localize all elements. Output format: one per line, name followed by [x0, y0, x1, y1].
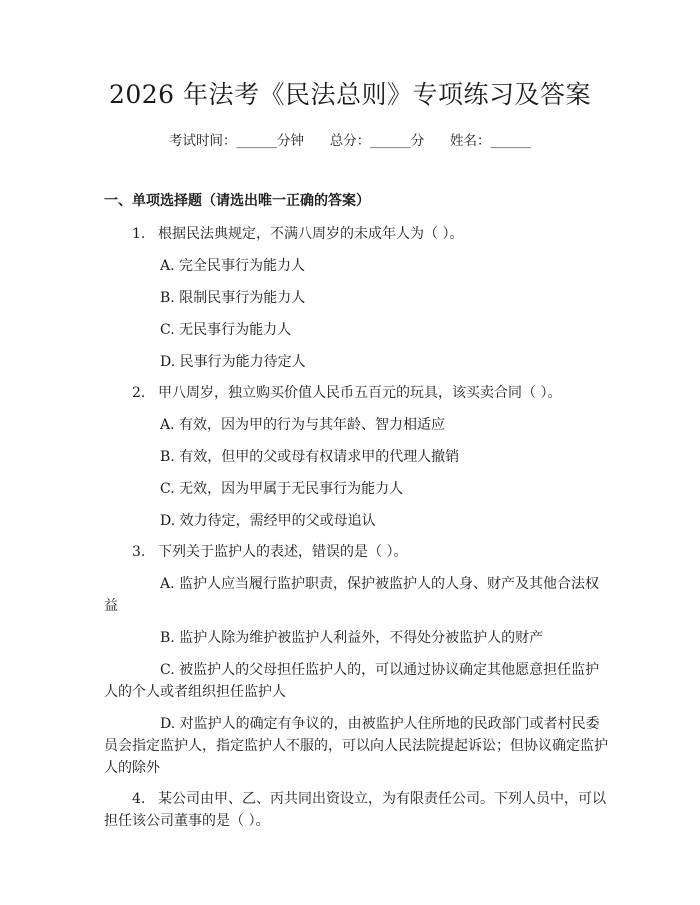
q2-option-d: D. 效力待定，需经甲的父或母追认: [160, 513, 376, 529]
q1-option-b: B. 限制民事行为能力人: [160, 290, 306, 306]
question-4-line-2: 担任该公司董事的是（ ）。: [104, 813, 270, 829]
q3-option-c-line-2: 人的个人或者组织担任监护人: [104, 684, 286, 700]
question-text: 甲八周岁，独立购买价值人民币五百元的玩具，该买卖合同（ ）。: [158, 385, 562, 401]
question-number: 1.: [132, 226, 146, 242]
question-number: 4.: [132, 791, 146, 807]
question-text: 根据民法典规定，不满八周岁的未成年人为（ ）。: [158, 226, 464, 242]
question-text-line-1: 某公司由甲、乙、丙共同出资设立，为有限责任公司。下列人员中，可以: [158, 791, 606, 807]
question-3: [132, 542, 407, 562]
q2-option-c: C. 无效，因为甲属于无民事行为能力人: [160, 481, 404, 497]
question-2: [132, 383, 561, 403]
exam-meta-line: 考试时间：______分钟 总分：______分 姓名：______: [169, 133, 531, 149]
question-4: [132, 789, 606, 809]
q2-option-a: A. 有效，因为甲的行为与其年龄、智力相适应: [160, 417, 446, 433]
q3-option-d-line-1: D. 对监护人的确定有争议的，由被监护人住所地的民政部门或者村民委: [160, 716, 600, 732]
q1-option-d: D. 民事行为能力待定人: [160, 354, 306, 370]
section-title: 一、单项选择题（请选出唯一正确的答案）: [104, 193, 370, 209]
q3-option-a-line-2: 益: [104, 598, 118, 614]
question-text: 下列关于监护人的表述，错误的是（ ）。: [158, 544, 408, 560]
q3-option-b: B. 监护人除为维护被监护人利益外，不得处分被监护人的财产: [160, 630, 544, 646]
q3-option-c-line-1: C. 被监护人的父母担任监护人的，可以通过协议确定其他愿意担任监护: [160, 662, 600, 678]
q3-option-d-line-3: 人的除外: [104, 760, 160, 776]
q1-option-c: C. 无民事行为能力人: [160, 322, 292, 338]
q3-option-d-line-2: 员会指定监护人，指定监护人不服的，可以向人民法院提起诉讼；但协议确定监护: [104, 738, 608, 754]
question-number: 2.: [132, 385, 146, 401]
q1-option-a: A. 完全民事行为能力人: [160, 258, 306, 274]
q3-option-a-line-1: A. 监护人应当履行监护职责，保护被监护人的人身、财产及其他合法权: [160, 576, 600, 592]
question-number: 3.: [132, 544, 146, 560]
question-1: [132, 224, 463, 244]
doc-title: 2026 年法考《民法总则》专项练习及答案: [108, 80, 592, 109]
q2-option-b: B. 有效，但甲的父或母有权请求甲的代理人撤销: [160, 449, 460, 465]
